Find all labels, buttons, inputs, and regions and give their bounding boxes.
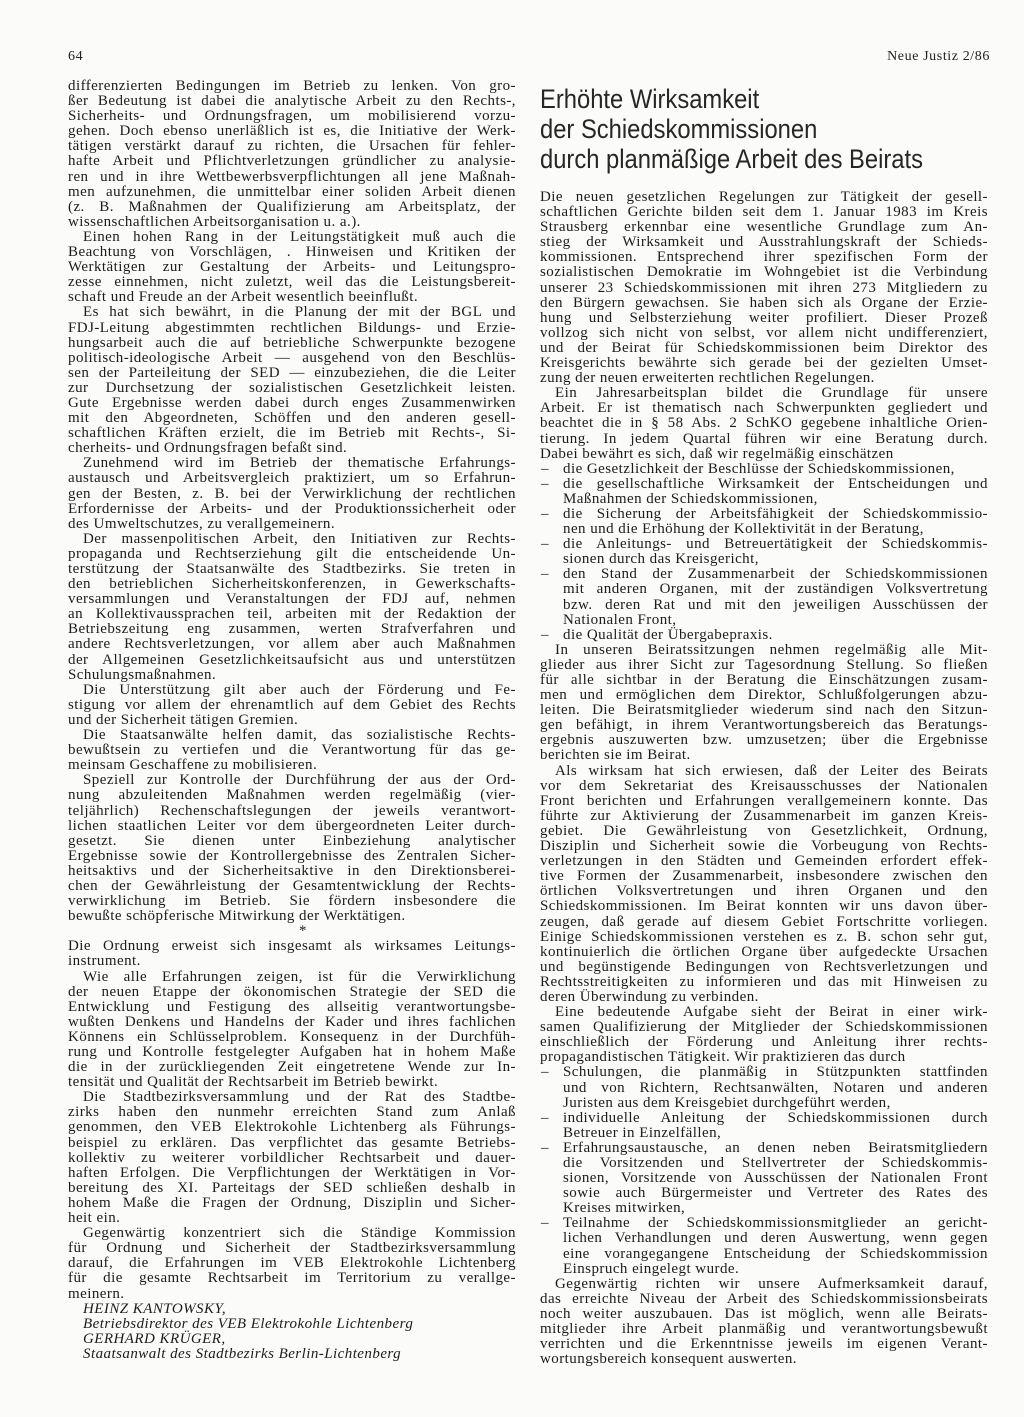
text-line: propaganda und Rechtserziehung gilt die entscheidende Un- <box>68 545 516 562</box>
text-line: hungsarbeit auch die auf betriebliche Schwerpunkte bezogene <box>68 334 516 351</box>
text-line: kollektiv zu weiterer vorbildlicher Rechtsarbeit und dauer- <box>68 1149 516 1166</box>
text-line: des Umweltschutzes, zu verallgemeinern. <box>68 515 336 532</box>
text-line: lichen staatlichen Leiter vor dem übergeordneten Leiter durch- <box>68 817 516 834</box>
text-line: schaftlichen Kräften erzielt, die im Betrieb mit Rechts-, Si- <box>68 425 516 442</box>
text-line: austausch und Arbeitsvergleich praktiziert, um so Erfahrun- <box>68 470 516 487</box>
text-line: politisch-ideologische Arbeit — ausgehend von den Beschlüs- <box>68 349 516 366</box>
text-line: tensität und Qualität der Rechtsarbeit im Betrieb bewirkt. <box>68 1074 439 1091</box>
text-line: Einspruch eingelegt wurde. <box>563 1260 740 1277</box>
text-line: Erfahrungsaustausche, an denen neben Beiratsmitgliedern <box>563 1139 988 1156</box>
text-line: Dabei bewährt es sich, daß wir regelmäßig einschätzen <box>540 445 894 462</box>
list-dash: – <box>541 460 549 477</box>
list-dash: – <box>541 1109 549 1126</box>
text-line: hung und Selbsterziehung weiter profiliert. Dieser Prozeß <box>540 309 988 326</box>
text-line: sionen durch das Kreisgericht, <box>563 551 759 568</box>
text-line: die in der zurückliegenden Zeit eingetretene Wende zur In- <box>68 1059 516 1076</box>
list-dash: – <box>541 566 549 583</box>
text-line: zung der neuen erweiterten rechtlichen Regelungen. <box>540 370 875 387</box>
text-line: (z. B. Maßnahmen der Qualifizierung am Arbeitsplatz, der <box>68 198 516 215</box>
text-line: und von Richtern, Rechtsanwälten, Notaren und anderen <box>563 1079 988 1096</box>
list-item <box>540 477 988 507</box>
text-line: zesse einnehmen, nicht zuletzt, weil das die Leistungsbereit- <box>68 274 516 291</box>
text-line: cherheits- und Ordnungsfragen befaßt sind. <box>68 440 348 457</box>
text-line: HEINZ KANTOWSKY, <box>83 1300 227 1317</box>
text-line: propagandistischen Tätigkeit. Wir praktizieren das durch <box>540 1049 906 1066</box>
text-line: Einen hohen Rang in der Leitungstätigkeit muß auch die <box>83 228 516 245</box>
author-signature <box>68 1302 516 1362</box>
text-line: sowie auch Bürgermeister und Vertreter des Rates des <box>563 1185 988 1202</box>
text-line: und begünstigende Bedingungen von Rechtsverletzungen und <box>540 958 988 975</box>
text-line: kontinuierlich die örtlichen Organe über aufgedeckte Ursachen <box>540 943 988 960</box>
text-line: beispiel zu erklären. Das verpflichtet das gesamte Betriebs- <box>68 1134 516 1151</box>
text-line: zur Durchsetzung der sozialistischen Gesetzlichkeit leisten. <box>68 379 516 396</box>
article-title-line: der Schiedskommissionen <box>540 114 818 144</box>
text-line: Teilnahme der Schiedskommissionsmitglieder an gericht- <box>563 1215 988 1232</box>
text-line: den betrieblichen Sicherheitskonferenzen, in Gewerkschafts- <box>68 576 516 593</box>
list-dash: – <box>541 1215 549 1232</box>
text-line: beachtet die in § 58 Abs. 2 SchKO gegebene inhaltliche Orien- <box>540 415 988 432</box>
list-dash: – <box>541 536 549 553</box>
paragraph <box>540 643 988 764</box>
text-line: tive Formen der Zusammenarbeit, insbesondere zwischen den <box>540 868 988 885</box>
paragraph <box>68 1226 516 1301</box>
text-line: der neuen Etappe der ökonomischen Strategie der SED die <box>68 983 516 1000</box>
text-line: stigung vor allem der ehrenamtlich auf dem Gebiet des Rechts <box>68 696 516 713</box>
text-line: an Kollektivaussprachen teil, arbeiten mit der Redaktion der <box>68 606 516 623</box>
text-line: meinern. <box>68 1285 125 1302</box>
text-line: Speziell zur Kontrolle der Durchführung der aus der Ord- <box>83 772 516 789</box>
text-line: Die Staatsanwälte helfen damit, das sozialistische Rechts- <box>83 727 516 744</box>
text-line: den Bürgern gewachsen. Sie haben sich als Organe der Erzie- <box>540 294 988 311</box>
text-line: die gesellschaftliche Wirksamkeit der Entscheidungen und <box>563 475 988 492</box>
text-line: unserer 23 Schiedskommissionen mit ihren 273 Mitgliedern zu <box>540 279 988 296</box>
text-line: Rechtsstreitigkeiten zu informieren und das mit Hinweisen zu <box>540 973 988 990</box>
paragraph <box>68 1090 516 1226</box>
text-line: hafte Arbeit und Pflichtverletzungen gründlicher zu analysie- <box>68 153 516 170</box>
paragraph <box>68 230 516 305</box>
text-line: Strausberg erkennbar eine wesentliche Grundlage zum An- <box>540 219 988 236</box>
paragraph <box>540 1277 988 1368</box>
list-dash: – <box>541 475 549 492</box>
paragraph <box>540 386 988 461</box>
list-item <box>540 1065 988 1110</box>
text-line: Front berichten und Erfahrungen verallgemeinern konnte. Das <box>540 792 988 809</box>
text-line: und der Sicherheit tätigen Gremien. <box>68 711 299 728</box>
text-line: zeugen, daß gerade auf diesem Gebiet Fortschritte vorliegen. <box>540 913 988 930</box>
text-line: tätigen verstärkt darauf zu richten, die Ursachen für fehler- <box>68 138 516 155</box>
text-line: ßer Bedeutung ist dabei die analytische Arbeit zu den Rechts-, <box>68 93 516 110</box>
list-item <box>540 1216 988 1276</box>
text-line: örtlichen Volksvertretungen und ihren Organen und den <box>540 883 988 900</box>
text-line: Betriebszeitung eng zusammen, werten Strafverfahren und <box>68 621 516 638</box>
text-line: die Sicherung der Arbeitsfähigkeit der Schiedskommissio- <box>563 505 988 522</box>
paragraph <box>68 728 516 773</box>
text-line: Nationalen Front, <box>563 611 677 628</box>
text-line: mitglieder ihre Arbeit planmäßig und verantwortungsbewußt <box>540 1321 988 1338</box>
text-line: nen und die Erhöhung der Kollektivität in der Beratung, <box>563 521 924 538</box>
paragraph <box>540 1005 988 1065</box>
text-line: den Stand der Zusammenarbeit der Schiedskommissionen <box>563 566 988 583</box>
text-line: andere Rechtsverletzungen, vor allem aber auch Maßnahmen <box>68 636 516 653</box>
text-line: individuelle Anleitung der Schiedskommissionen durch <box>563 1109 988 1126</box>
text-line: lichen Verhandlungen und deren Auswertung, wenn gegen <box>563 1230 988 1247</box>
text-line: einschließlich der Förderung und Anleitung ihrer rechts- <box>540 1034 988 1051</box>
text-line: wußten Denkens und Handelns der Kader und ihres fachlichen <box>68 1013 516 1030</box>
text-line: Kreises mitwirken, <box>563 1200 686 1217</box>
text-line: Betriebsdirektor des VEB Elektrokohle Lichtenberg <box>83 1315 414 1332</box>
list-dash: – <box>541 1139 549 1156</box>
text-line: wortungsbereich konsequent auswerten. <box>540 1351 797 1368</box>
paragraph <box>68 79 516 230</box>
text-line: Schulungsmaßnahmen. <box>68 666 217 683</box>
text-line: Kreisgerichts bewährte sich gerade bei der gezielten Umset- <box>540 355 988 372</box>
text-line: Erfordernisse der Arbeits- und der Produktionssicherheit oder <box>68 500 516 517</box>
text-line: verletzungen in den Städten und Gemeinden erfordert effek- <box>540 853 988 870</box>
paragraph <box>68 683 516 728</box>
paragraph <box>68 456 516 531</box>
text-line: ren und in ihre Wettbewerbsverpflichtungen all jene Maßnah- <box>68 168 516 185</box>
text-line: für Ordnung und Sicherheit der Stadtbezirksversammlung <box>68 1240 516 1257</box>
text-line: verwirklichung im Betrieb. Sie fördern insbesondere die <box>68 893 516 910</box>
list-dash: – <box>541 1064 549 1081</box>
text-line: führte zur Aktivierung der Zusammenarbeit im ganzen Kreis- <box>540 807 988 824</box>
text-line: die Vorsitzenden und Stellvertreter der Schiedskommis- <box>563 1155 988 1171</box>
paragraph <box>68 939 516 969</box>
text-line: bereitung des XI. Parteitags der SED schließen deshalb in <box>68 1179 516 1196</box>
text-line: Beachtung von Vorschlägen, . Hinweisen und Kritiken der <box>68 244 516 261</box>
text-line: gebiet. Die Gewährleistung von Gesetzlichkeit, Ordnung, <box>540 822 988 839</box>
text-line: teljährlich) Rechenschaftslegungen der jeweils verantwort- <box>68 802 516 819</box>
text-line: sionen, Vorsitzende von Ausschüssen der Nationalen Front <box>563 1170 988 1187</box>
text-line: die Qualität der Übergabepraxis. <box>563 626 773 643</box>
paragraph <box>540 764 988 1006</box>
text-line: instrument. <box>68 953 141 970</box>
text-line: noch weiter auszubauen. Das ist möglich, wenn alle Beirats- <box>540 1305 988 1322</box>
text-line: Wie alle Erfahrungen zeigen, ist für die Verwirklichung <box>83 968 516 985</box>
text-line: zirks haben den nunmehr erreichten Stand zum Anlaß <box>68 1104 516 1121</box>
list-item <box>540 567 988 627</box>
journal-issue: Neue Justiz 2/86 <box>887 49 990 64</box>
list-item <box>540 507 988 537</box>
text-line: Der massenpolitischen Arbeit, den Initiativen zur Rechts- <box>83 530 516 547</box>
text-line: leiten. Die Beiratsmitglieder wiederum sind nach den Sitzun- <box>540 702 988 719</box>
text-line: haften Erfolgen. Die Verpflichtungen der Werktätigen in Vor- <box>68 1164 516 1181</box>
text-line: meinsam Geschaffene zu mobilisieren. <box>68 757 318 774</box>
paragraph <box>68 970 516 1091</box>
list-item <box>540 1141 988 1216</box>
text-line: tierung. In jedem Quartal führen wir eine Beratung durch. <box>540 430 988 447</box>
article-title-line: durch planmäßige Arbeit des Beirats <box>540 144 924 174</box>
text-line: Juristen aus dem Kreisgebiet durchgeführt werden, <box>563 1094 891 1111</box>
text-line: Zunehmend wird im Betrieb der thematische Erfahrungs- <box>83 455 516 472</box>
text-line: stieg der Wirksamkeit und Ausstrahlungskraft der Schieds- <box>540 234 988 251</box>
article-body <box>540 190 988 1367</box>
text-line: gen befähigt, in ihrem Verantwortungsbereich das Beratungs- <box>540 717 988 734</box>
text-line: verrichten und die Erkenntnisse jeweils im eigenen Verant- <box>540 1336 988 1353</box>
text-line: hohem Maße die Fragen der Ordnung, Disziplin und Sicher- <box>68 1194 516 1211</box>
text-line: Schiedskommissionen. Im Beirat konnten wir uns davon über- <box>540 898 988 915</box>
text-line: differenzierten Bedingungen im Betrieb zu lenken. Von gro- <box>68 78 516 94</box>
text-line: Maßnahmen der Schiedskommissionen, <box>563 490 818 507</box>
article-title <box>540 84 934 174</box>
text-line: Betreuer in Einzelfällen, <box>563 1124 722 1141</box>
text-line: rung und Kontrolle festgelegter Aufgaben hat in hohem Maße <box>68 1044 516 1060</box>
text-line: mit anderen Organen, mit der zuständigen Volksvertretung <box>563 581 988 598</box>
text-line: Disziplin und Sicherheit sowie die Vorbeugung von Rechts- <box>540 838 988 855</box>
text-line: bewußtsein zu vertiefen und die Verantwortung für das ge- <box>68 742 516 759</box>
text-line: Einige Schiedskommissionen verstehen es z. B. schon sehr gut, <box>540 928 988 945</box>
text-line: Könnens ein Schlüsselproblem. Konsequenz in der Durchfüh- <box>68 1028 516 1045</box>
text-line: ergebnis auszuwerten bzw. umzusetzen; über die Ergebnisse <box>540 732 988 749</box>
section-separator <box>68 924 516 939</box>
text-line: samen Qualifizierung der Mitglieder der Schiedskommissionen <box>540 1019 988 1036</box>
paragraph <box>68 532 516 683</box>
list-item <box>540 537 988 567</box>
text-line: Es hat sich bewährt, in die Planung der mit der BGL und <box>83 304 516 321</box>
separator-asterisk: * <box>299 923 307 940</box>
list-item <box>540 1111 988 1141</box>
text-line: glieder aus ihrer Sicht zur Tagesordnung Stellung. So fließen <box>540 656 988 673</box>
text-line: sozialistischen Demokratie im Wohngebiet ist die Verbindung <box>540 264 988 281</box>
text-line: Schulungen, die planmäßig in Stützpunkten stattfinden <box>563 1064 988 1081</box>
text-line: FDJ-Leitung abgestimmten rechtlichen Bildungs- und Erzie- <box>68 319 516 336</box>
text-line: men und ermöglichen dem Direktor, Schlußfolgerungen abzu- <box>540 687 988 704</box>
text-line: schaft und Freude an der Arbeit wesentlich beeinflußt. <box>68 289 419 306</box>
text-line: nung abzuleitenden Maßnahmen werden regelmäßig (vier- <box>68 787 516 804</box>
text-line: genommen, den VEB Elektrokohle Lichtenberg als Führungs- <box>68 1119 516 1136</box>
text-line: Die neuen gesetzlichen Regelungen zur Tätigkeit der gesell- <box>540 189 988 205</box>
text-line: Gegenwärtig richten wir unsere Aufmerksamkeit darauf, <box>555 1275 988 1292</box>
text-line: und der Beirat für Schiedskommissionen beim Direktor des <box>540 339 988 356</box>
text-line: die Anleitungs- und Betreuertätigkeit der Schiedskommis- <box>563 536 988 553</box>
text-line: terstützung der Staatsanwälte des Stadtbezirks. Sie treten in <box>68 561 516 577</box>
list-item <box>540 628 988 643</box>
text-line: men aufzunehmen, die unmittelbar einer soliden Arbeit dienen <box>68 183 516 200</box>
text-line: bzw. deren Rat und mit den jeweiligen Ausschüssen der <box>563 596 988 613</box>
text-line: darauf, die Erfahrungen im VEB Elektrokohle Lichtenberg <box>68 1255 516 1272</box>
text-line: Die Unterstützung gilt aber auch der Förderung und Fe- <box>83 681 516 698</box>
text-line: Gute Ergebnisse werden dabei durch enges Zusammenwirken <box>68 394 516 411</box>
text-line: Als wirksam hat sich erwiesen, daß der Leiter des Beirats <box>555 762 988 779</box>
text-line: deren Überwindung zu verbinden. <box>540 988 759 1005</box>
text-line: gen der Besten, z. B. bei der Verwirklichung der rechtlichen <box>68 485 516 502</box>
text-line: Arbeit. Er ist thematisch nach Schwerpunkten gegliedert und <box>540 400 988 417</box>
text-line: chen der Gewährleistung der Gesamtentwicklung der Rechts- <box>68 877 516 894</box>
text-line: Eine bedeutende Aufgabe sieht der Beirat in einer wirk- <box>555 1004 988 1021</box>
lead-paragraph <box>540 190 988 386</box>
text-line: schaftlichen Gerichte bilden seit dem 1. Januar 1983 im Kreis <box>540 204 988 221</box>
list-dash: – <box>541 626 549 643</box>
text-line: In unseren Beiratssitzungen nehmen regelmäßig alle Mit- <box>555 641 988 658</box>
text-line: Die Stadtbezirksversammlung und der Rat des Stadtbe- <box>83 1089 516 1106</box>
text-line: eine vorangegangene Entscheidung der Schiedskommission <box>563 1245 988 1262</box>
text-line: Ergebnisse sowie der Kontrollergebnisse des Zentralen Sicher- <box>68 847 516 864</box>
text-line: sen der Parteileitung der SED — einzubeziehen, die die Leiter <box>68 364 516 381</box>
text-line: gehen. Doch ebenso unerläßlich ist es, die Initiative der Werk- <box>68 123 516 140</box>
text-line: für die gesamte Rechtsarbeit im Territorium zu verallge- <box>68 1270 516 1287</box>
text-line: die Gesetzlichkeit der Beschlüsse der Schiedskommissionen, <box>563 460 955 477</box>
text-line: Staatsanwalt des Stadtbezirks Berlin-Lichtenberg <box>83 1345 402 1362</box>
paragraph <box>68 305 516 456</box>
text-line: heit ein. <box>68 1210 121 1227</box>
text-line: Die Ordnung erweist sich insgesamt als wirksames Leitungs- <box>68 938 516 955</box>
text-line: für alle sichtbar in der Beratung die Einschätzungen zusam- <box>540 672 988 688</box>
text-line: mit den Abgeordneten, Schöffen und den anderen gesell- <box>68 410 516 427</box>
text-line: Werktätigen zur Gestaltung der Arbeits- und Leitungspro- <box>68 259 516 276</box>
text-line: Sicherheits- und Ordnungsfragen, um mobilisierend vorzu- <box>68 108 516 125</box>
text-line: das erreichte Niveau der Arbeit des Schiedskommissionsbeirats <box>540 1290 988 1307</box>
article-continued <box>68 79 516 1362</box>
text-line: gesetzt. Sie dienen unter Einbeziehung analytischer <box>68 832 516 849</box>
page-number: 64 <box>68 49 84 64</box>
paragraph <box>68 773 516 924</box>
text-line: Entwicklung und Festigung des allseitig verantwortungsbe- <box>68 998 516 1015</box>
text-line: versammlungen und Veranstaltungen der FDJ auf, nehmen <box>68 591 516 608</box>
text-line: kommissionen. Entsprechend ihrer spezifischen Form der <box>540 249 988 266</box>
text-line: Gegenwärtig konzentriert sich die Ständige Kommission <box>83 1225 516 1242</box>
article-title-line: Erhöhte Wirksamkeit <box>540 84 760 114</box>
text-line: vor dem Sekretariat des Kreisausschusses der Nationalen <box>540 777 988 794</box>
text-line: GERHARD KRÜGER, <box>83 1330 226 1347</box>
text-line: der Allgemeinen Gesetzlichkeitsaufsicht aus und unterstützen <box>68 651 516 668</box>
text-line: wissenschaftlichen Arbeitsorganisation u. a.). <box>68 213 361 230</box>
text-line: berichten sie im Beirat. <box>540 747 691 764</box>
list-dash: – <box>541 505 549 522</box>
text-line: Ein Jahresarbeitsplan bildet die Grundlage für unsere <box>555 385 988 402</box>
text-line: heitsaktivs und der Sicherheitsaktive in den Direktionsberei- <box>68 862 516 879</box>
text-line: vollzog sich nicht von selbst, vor allem nicht undifferenziert, <box>540 324 988 341</box>
list-item <box>540 462 988 477</box>
text-line: bewußte schöpferische Mitwirkung der Werktätigen. <box>68 908 406 925</box>
